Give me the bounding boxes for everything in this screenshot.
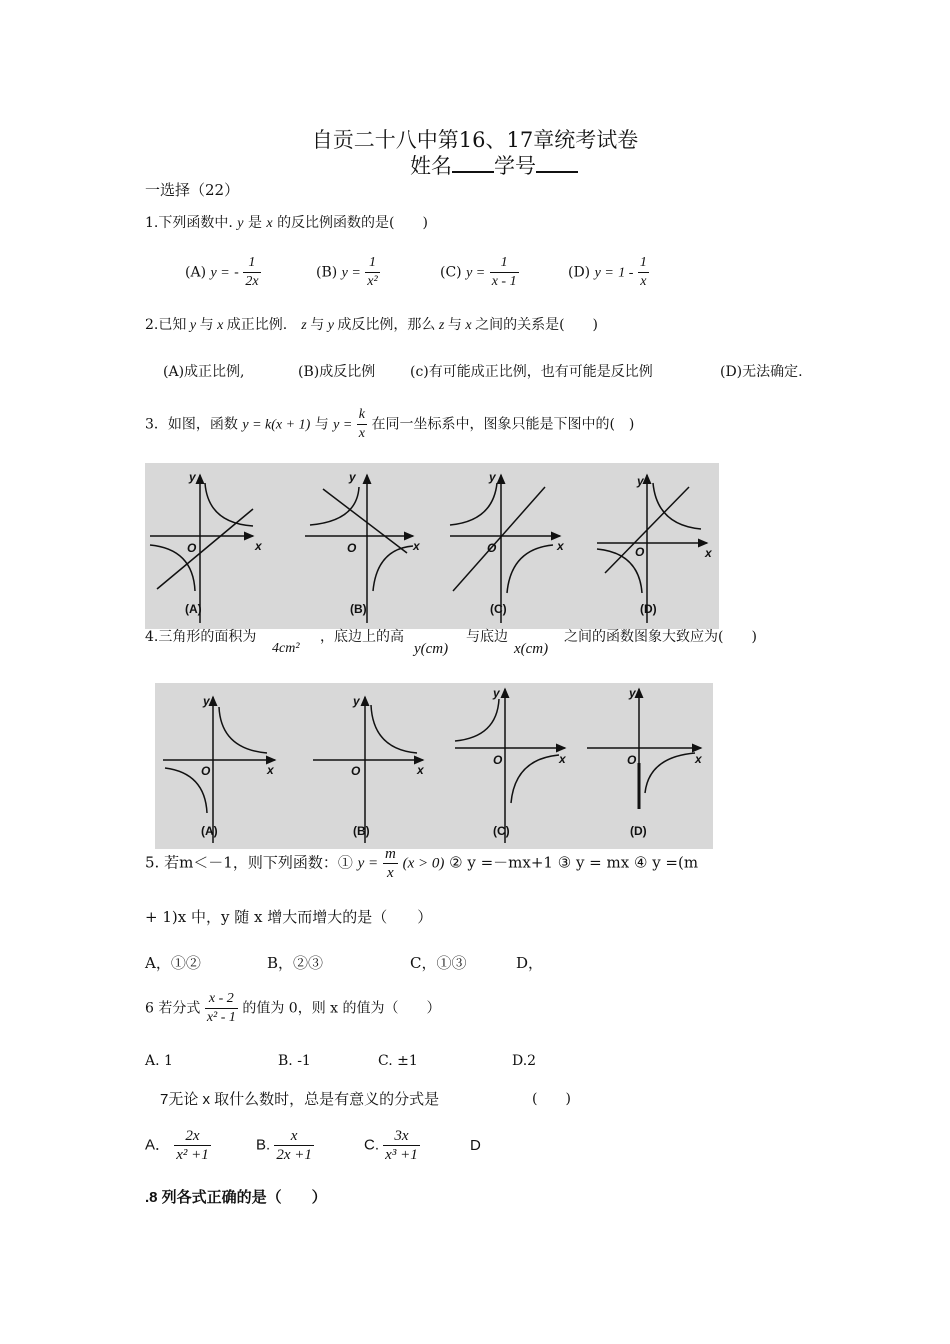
q2-var-x2: x (461, 318, 476, 333)
q4-graph-a[interactable] (163, 697, 275, 843)
q1-option-a-minus: - (234, 264, 239, 281)
q7-option-c-label: C. (364, 1136, 379, 1154)
q4-d-x-label: x (695, 752, 702, 766)
q3-text-a: 3．如图，函数 (145, 416, 238, 433)
q3-graph-c[interactable] (450, 475, 560, 623)
q2-var-z2: z (435, 318, 448, 333)
question-2 (145, 314, 598, 334)
name-blank[interactable] (452, 155, 494, 173)
q1-option-a-label: (A) (185, 264, 207, 281)
q1-option-c-label: (C) (440, 264, 462, 281)
q4-c-o-label: O (493, 753, 503, 767)
q4-graph-c[interactable] (455, 689, 565, 843)
q1-option-d-fraction (638, 254, 649, 291)
q5-text-b: ② y =－mx+1 ③ y = mx ④ y =(m (449, 853, 699, 872)
q1-var-x: x (266, 216, 273, 231)
q3-b-o-label: O (347, 541, 357, 555)
q3-c-o-label: O (487, 541, 497, 555)
q4-label-c: (C) (493, 824, 510, 838)
q7-option-a[interactable] (145, 1127, 211, 1164)
q4-b-y-label: y (353, 694, 360, 708)
q1-option-d[interactable] (568, 254, 649, 291)
q1-b-den: x² (367, 274, 378, 289)
q4-a-x-label: x (267, 763, 274, 777)
q5-option-b[interactable]: B，②③ (267, 954, 324, 972)
q4-label-d: (D) (630, 824, 647, 838)
q7-b-fraction (274, 1127, 314, 1164)
q5-option-d[interactable]: D， (516, 954, 544, 972)
q3-label-a: (A) (185, 602, 202, 616)
q3-d-y-label: y (637, 474, 644, 488)
name-id-line (410, 150, 578, 180)
q6-den: x² - 1 (206, 1010, 236, 1025)
q2-var-x: x (213, 318, 227, 333)
question-3 (145, 406, 634, 443)
q4-a-o-label: O (201, 764, 211, 778)
q7-option-b-label: B. (256, 1136, 271, 1154)
q2-option-d[interactable]: (D)无法确定. (720, 364, 803, 380)
q4-b-x-label: x (417, 763, 424, 777)
q4-label-a: (A) (201, 824, 218, 838)
q4-text-a: 4.三角形的面积为 (145, 629, 257, 645)
q5-fraction (383, 845, 398, 882)
question-8: .8 列各式正确的是（ ） (145, 1189, 327, 1206)
q3-expr-line: y = k(x + 1) (242, 417, 311, 433)
q2-option-c[interactable]: (c)有可能成正比例，也有可能是反比例 (410, 364, 653, 380)
q3-text-b: 与 (314, 416, 329, 433)
q3-label-b: (B) (350, 602, 367, 616)
q6-option-b[interactable]: B. -1 (278, 1053, 311, 1069)
q5-den: x (387, 865, 394, 881)
q1-option-d-one-minus: 1 - (618, 265, 634, 281)
q2-text-d: 与 (310, 317, 325, 333)
q1-option-b-y: y = (341, 265, 361, 281)
q1-option-d-y: y = (594, 265, 614, 281)
q3-a-o-label: O (187, 541, 197, 555)
q1-a-num: 1 (243, 254, 260, 273)
q3-text-c: 在同一坐标系中，图象只能是下图中的( ) (371, 416, 635, 433)
q1-option-d-label: (D) (568, 264, 591, 281)
id-label: 学号 (494, 154, 536, 178)
q4-c-y-label: y (493, 686, 500, 700)
page-title: 自贡二十八中第16、17章统考试卷 (311, 128, 639, 152)
q4-graph-b[interactable] (313, 697, 423, 843)
q3-fraction (357, 406, 367, 443)
q4-graphs (155, 683, 713, 849)
q7-option-d[interactable]: D (470, 1137, 481, 1154)
q5-y-eq: y = (357, 855, 379, 872)
q4-figure (155, 683, 713, 849)
q1-option-c-fraction (490, 254, 519, 291)
q3-c-y-label: y (489, 470, 496, 484)
q6-text-b: 的值为 0，则 x 的值为（ ） (242, 1000, 441, 1017)
q2-var-z: z (287, 318, 311, 333)
q4-a-y-label: y (203, 694, 210, 708)
q1-option-c-y: y = (466, 265, 486, 281)
question-5 (145, 845, 698, 882)
q5-line-2: + 1)x 中，y 随 x 增大而增大的是（ ） (145, 908, 433, 926)
q4-area: 4cm² (272, 641, 300, 656)
q7-option-a-label: A． (145, 1136, 171, 1154)
q7-b-num: x (274, 1127, 314, 1146)
q1-c-num: 1 (490, 254, 519, 273)
q3-graphs (145, 463, 719, 629)
q3-label-c: (C) (490, 602, 507, 616)
q2-text-e: 成反比例，那么 (337, 317, 436, 333)
q4-base: x(cm) (514, 641, 549, 657)
q4-text-d: 之间的函数图象大致应为( ) (564, 629, 757, 645)
q1-option-b-fraction (365, 254, 379, 291)
question-7: 7无论 x 取什么数时，总是有意义的分式是 (160, 1091, 440, 1108)
q4-height: y(cm) (414, 641, 449, 657)
q2-var-y2: y (324, 318, 338, 333)
q5-condition: (x > 0) (402, 855, 445, 872)
q7-a-den: x² +1 (176, 1147, 209, 1163)
q6-option-a[interactable]: A. 1 (145, 1053, 173, 1069)
q2-text-a: 2.已知 (145, 317, 187, 333)
q1-option-c[interactable] (440, 254, 519, 291)
q3-label-d: (D) (640, 602, 657, 616)
q4-text-b: ，底边上的高 (320, 629, 404, 645)
q3-den: x (358, 426, 365, 441)
q3-y-eq: y = (333, 417, 353, 433)
q7-option-c[interactable] (364, 1127, 420, 1164)
q1-d-num: 1 (638, 254, 649, 273)
question-1 (145, 212, 428, 232)
section-heading: 一选择（22） (145, 181, 240, 199)
q5-option-a[interactable]: A，①② (145, 954, 201, 972)
q3-graph-a[interactable] (150, 475, 253, 623)
q6-fraction (205, 990, 238, 1027)
q1-var-y: y (237, 216, 244, 231)
q1-option-a-fraction (243, 254, 260, 291)
q3-figure (145, 463, 719, 629)
q1-option-b[interactable] (316, 254, 380, 291)
q7-option-b[interactable] (256, 1127, 314, 1164)
q3-num: k (357, 406, 367, 425)
q7-paren: ( ) (532, 1091, 571, 1107)
id-blank[interactable] (536, 155, 578, 173)
q4-d-y-label: y (629, 686, 636, 700)
q1-option-a-y: y = (210, 265, 230, 281)
q4-b-o-label: O (351, 764, 361, 778)
q2-var-y: y (186, 318, 200, 333)
q1-a-den: 2x (245, 274, 259, 289)
q2-option-b[interactable]: (B)成反比例 (298, 364, 376, 380)
q7-c-den: x³ +1 (385, 1147, 418, 1163)
q3-a-x-label: x (255, 539, 262, 553)
q2-text-f: 与 (447, 317, 462, 333)
q3-c-x-label: x (557, 539, 564, 553)
q4-graph-d[interactable] (587, 689, 701, 809)
q2-text-g: 之间的关系是( ) (475, 317, 599, 333)
q6-num: x - 2 (205, 990, 238, 1009)
q5-option-c[interactable]: C，①③ (410, 954, 467, 972)
q1-c-den: x - 1 (491, 274, 517, 289)
q3-graph-b[interactable] (305, 475, 413, 623)
question-6 (145, 990, 441, 1027)
q1-text-b: 是 (247, 215, 262, 231)
q6-option-d[interactable]: D.2 (512, 1053, 537, 1069)
name-label: 姓名 (410, 154, 452, 178)
q5-text-a: 5. 若m＜－1，则下列函数：① (145, 853, 353, 872)
q3-a-y-label: y (189, 470, 196, 484)
q1-option-a[interactable] (185, 254, 261, 291)
q1-text-c: 的反比例函数的是( ) (277, 215, 428, 231)
q4-text-c: 与底边 (466, 629, 508, 645)
q5-num: m (384, 846, 396, 862)
q4-d-o-label: O (627, 753, 637, 767)
q1-b-num: 1 (365, 254, 379, 273)
q7-a-fraction (174, 1127, 211, 1164)
q3-graph-d[interactable] (597, 475, 707, 623)
q6-text-a: 6 若分式 (145, 1000, 201, 1017)
q3-d-x-label: x (705, 546, 712, 560)
q7-a-num: 2x (174, 1127, 211, 1146)
q4-label-b: (B) (353, 824, 370, 838)
q1-option-b-label: (B) (316, 264, 338, 281)
q1-d-den: x (640, 274, 647, 289)
q7-b-den: 2x +1 (276, 1147, 312, 1163)
q2-text-c: 成正比例. (226, 317, 288, 333)
q2-text-b: 与 (199, 317, 214, 333)
q3-d-o-label: O (635, 545, 645, 559)
q6-option-c[interactable]: C. ±1 (378, 1053, 418, 1069)
q1-text-a: 1.下列函数中. (145, 215, 233, 231)
q4-c-x-label: x (559, 752, 566, 766)
q7-c-fraction (383, 1127, 420, 1164)
q3-b-x-label: x (413, 539, 420, 553)
q7-c-num: 3x (383, 1127, 420, 1146)
q3-b-y-label: y (349, 470, 356, 484)
q2-option-a[interactable]: (A)成正比例, (163, 364, 245, 380)
